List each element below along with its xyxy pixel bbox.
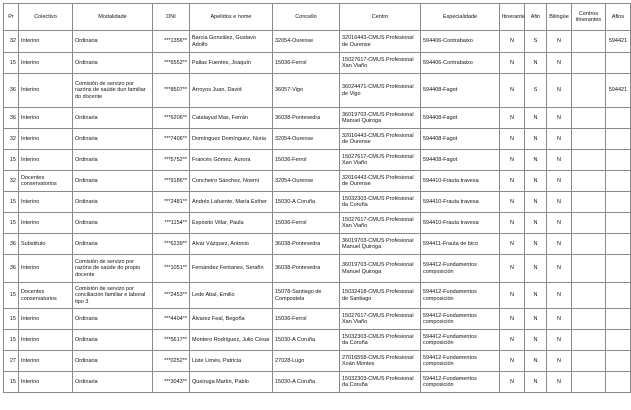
cell-bilingue: N [547, 234, 572, 255]
cell-modalidade: Ordinaria [73, 372, 153, 393]
cell-concello: 32054-Ourense [273, 129, 340, 150]
cell-bilingue: N [547, 283, 572, 309]
cell-pr: 15 [4, 330, 19, 351]
cell-dni: ***0252** [153, 351, 190, 372]
cell-afin: N [525, 309, 547, 330]
cell-colectivo: Interino [19, 74, 73, 108]
cell-especialidade: 594410-Frauta travesa [421, 213, 500, 234]
cell-especialidade: 594411-Frauta de bico [421, 234, 500, 255]
cell-afin: N [525, 192, 547, 213]
cell-modalidade: Ordinaria [73, 330, 153, 351]
cell-pr: 36 [4, 74, 19, 108]
cell-pr: 32 [4, 171, 19, 192]
cell-centros-itinerantes [572, 53, 606, 74]
cell-apelidos-nome: Pallas Fuentes, Joaquín [190, 53, 273, 74]
cell-apelidos-nome: Domínguez Domínguez, Nuria [190, 129, 273, 150]
cell-colectivo: Docentes conservatorios [19, 171, 73, 192]
cell-apelidos-nome: Alvar Vázquez, Antonio [190, 234, 273, 255]
cell-afins [606, 150, 631, 171]
cell-colectivo: Interino [19, 351, 73, 372]
cell-pr: 15 [4, 309, 19, 330]
cell-afins [606, 234, 631, 255]
cell-bilingue: N [547, 129, 572, 150]
cell-concello: 15030-A Coruña [273, 372, 340, 393]
cell-centro: 15027617-CMUS Profesional Xan Viaño [340, 213, 421, 234]
cell-afins [606, 129, 631, 150]
table-row [4, 372, 631, 393]
header-centros-itinerantes: Centros itinerantes [572, 4, 606, 31]
cell-centros-itinerantes [572, 372, 606, 393]
cell-centros-itinerantes [572, 330, 606, 351]
cell-apelidos-nome: Concheiro Sánchez, Noemí [190, 171, 273, 192]
table-row [4, 53, 631, 74]
cell-dni: ***1154** [153, 213, 190, 234]
cell-afins [606, 108, 631, 129]
cell-colectivo: Interino [19, 31, 73, 53]
cell-afins [606, 283, 631, 309]
header-afin: Afin [525, 4, 547, 31]
cell-colectivo: Interino [19, 150, 73, 171]
cell-centros-itinerantes [572, 108, 606, 129]
table-row [4, 283, 631, 309]
cell-pr: 36 [4, 234, 19, 255]
cell-afin: N [525, 372, 547, 393]
header-modalidade: Modalidade [73, 4, 153, 31]
cell-itinerante: N [500, 171, 525, 192]
cell-modalidade: Ordinaria [73, 192, 153, 213]
cell-apelidos-nome: Arroyos Juan, David [190, 74, 273, 108]
cell-centros-itinerantes [572, 171, 606, 192]
cell-afins [606, 330, 631, 351]
cell-especialidade: 594412-Fundamentos composición [421, 372, 500, 393]
table-row [4, 330, 631, 351]
header-especialidade: Especialidade [421, 4, 500, 31]
cell-afin: S [525, 74, 547, 108]
cell-apelidos-nome: Francés Gómez, Aurora [190, 150, 273, 171]
cell-afin: N [525, 213, 547, 234]
cell-especialidade: 594410-Frauta travesa [421, 192, 500, 213]
cell-afins [606, 372, 631, 393]
cell-bilingue: N [547, 74, 572, 108]
table-body [4, 31, 631, 393]
cell-itinerante: N [500, 192, 525, 213]
cell-colectivo: Interino [19, 330, 73, 351]
cell-centro: 15027617-CMUS Profesional Xan Viaño [340, 150, 421, 171]
cell-itinerante: N [500, 234, 525, 255]
cell-dni: ***6552** [153, 53, 190, 74]
cell-modalidade: Ordinaria [73, 309, 153, 330]
table-row [4, 351, 631, 372]
cell-apelidos-nome: Andrés Lafuente, María Esther [190, 192, 273, 213]
cell-modalidade: Ordinaria [73, 234, 153, 255]
cell-pr: 36 [4, 108, 19, 129]
cell-concello: 15078-Santiago de Compostela [273, 283, 340, 309]
cell-itinerante: N [500, 31, 525, 53]
cell-pr: 36 [4, 255, 19, 283]
cell-afins [606, 192, 631, 213]
cell-colectivo: Interino [19, 108, 73, 129]
cell-centros-itinerantes [572, 309, 606, 330]
cell-centro: 15027617-CMUS Profesional Xan Viaño [340, 53, 421, 74]
cell-dni: ***5752** [153, 150, 190, 171]
cell-modalidade: Ordinaria [73, 129, 153, 150]
cell-concello: 15036-Ferrol [273, 213, 340, 234]
cell-afin: N [525, 150, 547, 171]
cell-bilingue: N [547, 31, 572, 53]
cell-afin: N [525, 283, 547, 309]
cell-itinerante: N [500, 53, 525, 74]
cell-itinerante: N [500, 150, 525, 171]
cell-concello: 36038-Pontevedra [273, 255, 340, 283]
cell-dni: ***6206** [153, 108, 190, 129]
cell-modalidade: Comisión de servizo por conciliación familiar e laboral tipo 3 [73, 283, 153, 309]
cell-apelidos-nome: Lede Abal, Emilio [190, 283, 273, 309]
header-colectivo: Colectivo [19, 4, 73, 31]
cell-especialidade: 594408-Fagot [421, 108, 500, 129]
header-afins: Afins [606, 4, 631, 31]
cell-concello: 15030-A Coruña [273, 192, 340, 213]
header-centro: Centro [340, 4, 421, 31]
cell-itinerante: N [500, 108, 525, 129]
cell-colectivo: Interino [19, 192, 73, 213]
cell-especialidade: 594408-Fagot [421, 129, 500, 150]
cell-centro: 32016443-CMUS Profesional de Ourense [340, 31, 421, 53]
header-dni: DNI [153, 4, 190, 31]
cell-centros-itinerantes [572, 255, 606, 283]
cell-centros-itinerantes [572, 31, 606, 53]
table-row [4, 31, 631, 53]
cell-afins [606, 171, 631, 192]
cell-bilingue: N [547, 150, 572, 171]
cell-centros-itinerantes [572, 74, 606, 108]
cell-afins: 594421 [606, 31, 631, 53]
header-bilingue: Bilingüe [547, 4, 572, 31]
cell-concello: 15036-Ferrol [273, 309, 340, 330]
cell-afins: 594421 [606, 74, 631, 108]
cell-afin: S [525, 31, 547, 53]
cell-colectivo: Docentes conservatorios [19, 283, 73, 309]
cell-dni: ***4404** [153, 309, 190, 330]
cell-bilingue: N [547, 330, 572, 351]
table-row [4, 192, 631, 213]
cell-itinerante: N [500, 255, 525, 283]
cell-colectivo: Interino [19, 53, 73, 74]
cell-concello: 36038-Pontevedra [273, 108, 340, 129]
cell-pr: 27 [4, 351, 19, 372]
cell-modalidade: Ordinaria [73, 108, 153, 129]
cell-centro: 15032303-CMUS Profesional da Coruña [340, 192, 421, 213]
cell-especialidade: 594412-Fundamentos composición [421, 255, 500, 283]
cell-apelidos-nome: Expósito Villar, Paula [190, 213, 273, 234]
cell-pr: 15 [4, 283, 19, 309]
cell-afin: N [525, 255, 547, 283]
cell-concello: 15030-A Coruña [273, 330, 340, 351]
cell-apelidos-nome: Montero Rodríguez, Julio César [190, 330, 273, 351]
cell-colectivo: Interino [19, 129, 73, 150]
cell-itinerante: N [500, 372, 525, 393]
cell-apelidos-nome: Barcia González, Gustavo Adolfo [190, 31, 273, 53]
cell-especialidade: 594412-Fundamentos composición [421, 351, 500, 372]
cell-bilingue: N [547, 171, 572, 192]
cell-centros-itinerantes [572, 234, 606, 255]
cell-dni: ***9186** [153, 171, 190, 192]
cell-modalidade: Ordinaria [73, 351, 153, 372]
cell-colectivo: Interino [19, 255, 73, 283]
cell-colectivo: Interino [19, 213, 73, 234]
cell-especialidade: 594406-Contrabaixo [421, 53, 500, 74]
cell-concello: 15036-Ferrol [273, 53, 340, 74]
cell-bilingue: N [547, 53, 572, 74]
header-apelidos-nome: Apelidos e nome [190, 4, 273, 31]
cell-especialidade: 594410-Frauta travesa [421, 171, 500, 192]
cell-afin: N [525, 330, 547, 351]
cell-bilingue: N [547, 213, 572, 234]
cell-itinerante: N [500, 74, 525, 108]
cell-centro: 36019703-CMUS Profesional Manuel Quiroga [340, 255, 421, 283]
cell-especialidade: 594408-Fagot [421, 74, 500, 108]
table-header-row [4, 4, 631, 31]
cell-pr: 32 [4, 31, 19, 53]
cell-bilingue: N [547, 192, 572, 213]
cell-apelidos-nome: Queiruga Martín, Pablo [190, 372, 273, 393]
cell-pr: 15 [4, 213, 19, 234]
table-row [4, 74, 631, 108]
cell-dni: ***8507** [153, 74, 190, 108]
cell-apelidos-nome: Fernández Fentanes, Serafín [190, 255, 273, 283]
cell-itinerante: N [500, 129, 525, 150]
cell-afins [606, 213, 631, 234]
cell-centros-itinerantes [572, 213, 606, 234]
cell-apelidos-nome: Álvarez Feal, Begoña [190, 309, 273, 330]
cell-dni: ***3043** [153, 372, 190, 393]
cell-centro: 36019703-CMUS Profesional Manuel Quiroga [340, 234, 421, 255]
cell-bilingue: N [547, 372, 572, 393]
cell-dni: ***5617** [153, 330, 190, 351]
cell-centro: 27016558-CMUS Profesional Xoán Montes [340, 351, 421, 372]
cell-especialidade: 594412-Fundamentos composición [421, 283, 500, 309]
cell-apelidos-nome: Catalayud Mas, Ferrán [190, 108, 273, 129]
cell-bilingue: N [547, 309, 572, 330]
cell-modalidade: Ordinaria [73, 53, 153, 74]
cell-itinerante: N [500, 283, 525, 309]
results-table-container [3, 3, 631, 393]
cell-concello: 32054-Ourense [273, 31, 340, 53]
table-row [4, 234, 631, 255]
cell-dni: ***1051** [153, 255, 190, 283]
cell-bilingue: N [547, 351, 572, 372]
table-row [4, 129, 631, 150]
cell-centros-itinerantes [572, 150, 606, 171]
cell-dni: ***1356** [153, 31, 190, 53]
cell-concello: 15036-Ferrol [273, 150, 340, 171]
cell-afins [606, 351, 631, 372]
results-table [3, 3, 631, 393]
cell-centros-itinerantes [572, 192, 606, 213]
cell-pr: 15 [4, 372, 19, 393]
cell-centro: 15027617-CMUS Profesional Xan Viaño [340, 309, 421, 330]
table-row [4, 213, 631, 234]
cell-dni: ***2481** [153, 192, 190, 213]
cell-afins [606, 309, 631, 330]
cell-especialidade: 594406-Contrabaixo [421, 31, 500, 53]
cell-modalidade: Ordinaria [73, 31, 153, 53]
cell-colectivo: Interino [19, 309, 73, 330]
cell-afins [606, 255, 631, 283]
header-itinerante: Itinerante [500, 4, 525, 31]
cell-pr: 15 [4, 192, 19, 213]
cell-dni: ***7406** [153, 129, 190, 150]
cell-centro: 36019703-CMUS Profesional Manuel Quiroga [340, 108, 421, 129]
cell-bilingue: N [547, 108, 572, 129]
cell-centro: 15032303-CMUS Profesional da Coruña [340, 372, 421, 393]
cell-centro: 15032303-CMUS Profesional da Coruña [340, 330, 421, 351]
table-row [4, 150, 631, 171]
cell-modalidade: Comisión de servizo por razóns de saúde do propio docente [73, 255, 153, 283]
cell-afin: N [525, 171, 547, 192]
cell-modalidade: Ordinaria [73, 171, 153, 192]
cell-modalidade: Ordinaria [73, 213, 153, 234]
cell-centros-itinerantes [572, 129, 606, 150]
cell-afin: N [525, 129, 547, 150]
cell-especialidade: 594408-Fagot [421, 150, 500, 171]
cell-afin: N [525, 234, 547, 255]
cell-bilingue: N [547, 255, 572, 283]
cell-dni: ***2453** [153, 283, 190, 309]
cell-itinerante: N [500, 351, 525, 372]
cell-especialidade: 594412-Fundamentos composición [421, 330, 500, 351]
cell-colectivo: Interino [19, 372, 73, 393]
cell-concello: 36057-Vigo [273, 74, 340, 108]
cell-afin: N [525, 108, 547, 129]
cell-concello: 32054-Ourense [273, 171, 340, 192]
table-row [4, 171, 631, 192]
cell-centros-itinerantes [572, 351, 606, 372]
cell-apelidos-nome: Liste Limés, Patricia [190, 351, 273, 372]
table-row [4, 309, 631, 330]
cell-centro: 32016443-CMUS Profesional de Ourense [340, 171, 421, 192]
cell-centro: 36024471-CMUS Profesional de Vigo [340, 74, 421, 108]
cell-centro: 32016443-CMUS Profesional de Ourense [340, 129, 421, 150]
cell-centro: 15032418-CMUS Profesional de Santiago [340, 283, 421, 309]
cell-modalidade: Ordinaria [73, 150, 153, 171]
cell-itinerante: N [500, 309, 525, 330]
cell-afin: N [525, 53, 547, 74]
cell-pr: 15 [4, 53, 19, 74]
cell-afins [606, 53, 631, 74]
cell-especialidade: 594412-Fundamentos composición [421, 309, 500, 330]
cell-concello: 27028-Lugo [273, 351, 340, 372]
cell-itinerante: N [500, 330, 525, 351]
table-row [4, 108, 631, 129]
cell-modalidade: Comisión de servizo por razóns de saúde dun familiar do docente [73, 74, 153, 108]
cell-centros-itinerantes [572, 283, 606, 309]
cell-itinerante: N [500, 213, 525, 234]
cell-concello: 36038-Pontevedra [273, 234, 340, 255]
table-row [4, 255, 631, 283]
cell-afin: N [525, 351, 547, 372]
cell-pr: 32 [4, 129, 19, 150]
cell-dni: ***6239** [153, 234, 190, 255]
cell-pr: 15 [4, 150, 19, 171]
header-concello: Concello [273, 4, 340, 31]
header-pr: Pr [4, 4, 19, 31]
cell-colectivo: Substituto [19, 234, 73, 255]
